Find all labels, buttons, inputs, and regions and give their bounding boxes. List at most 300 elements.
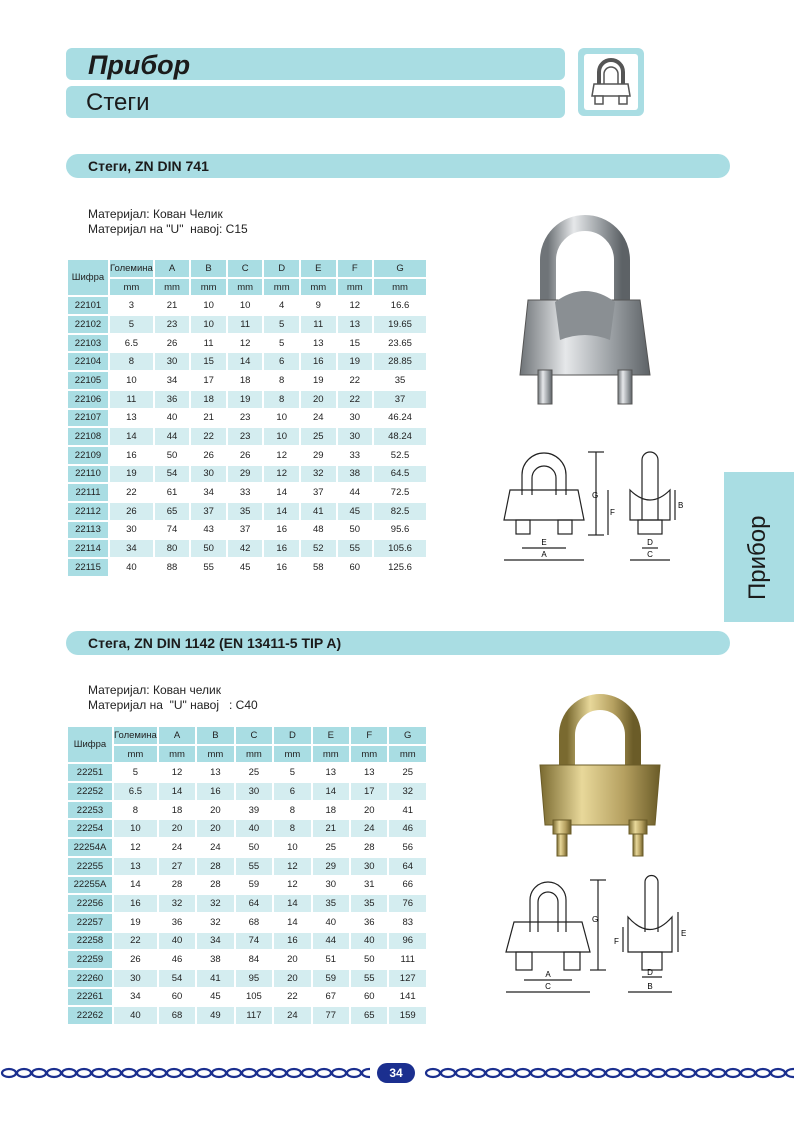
- code-cell: 22102: [68, 316, 108, 333]
- value-cell: 8: [274, 820, 310, 837]
- chain-link: [591, 1069, 605, 1077]
- value-cell: 11: [110, 391, 153, 408]
- value-cell: 20: [274, 951, 310, 968]
- value-cell: 41: [389, 802, 426, 819]
- value-cell: 68: [236, 914, 273, 931]
- value-cell: 34: [197, 933, 233, 950]
- value-cell: 13: [301, 335, 336, 352]
- code-cell: 22109: [68, 447, 108, 464]
- value-cell: 6: [264, 353, 299, 370]
- value-cell: 20: [351, 802, 387, 819]
- value-cell: 45: [338, 503, 373, 520]
- chain-link: [332, 1069, 346, 1077]
- table-row: [68, 802, 426, 819]
- value-cell: 16: [264, 522, 299, 539]
- dim-label-g: G: [592, 915, 599, 924]
- value-cell: 19: [301, 372, 336, 389]
- dim-label-d: D: [647, 538, 653, 547]
- col-header-code: Шифра: [68, 727, 112, 762]
- col-header-b: B: [197, 727, 233, 744]
- value-cell: 83: [389, 914, 426, 931]
- value-cell: 14: [274, 914, 310, 931]
- value-cell: 8: [264, 391, 299, 408]
- table-row: [68, 297, 426, 314]
- chain-link: [456, 1069, 470, 1077]
- value-cell: 28: [197, 877, 233, 894]
- col-header-d: D: [264, 260, 299, 277]
- value-cell: 12: [114, 839, 157, 856]
- value-cell: 12: [264, 447, 299, 464]
- value-cell: 12: [264, 466, 299, 483]
- table-row: [68, 447, 426, 464]
- chain-link: [152, 1069, 166, 1077]
- value-cell: 65: [155, 503, 190, 520]
- material-line: Материјал на "U" навој : C40: [88, 698, 258, 712]
- value-cell: 50: [351, 951, 387, 968]
- value-cell: 125.6: [374, 559, 426, 576]
- unit-cell: mm: [264, 279, 299, 296]
- value-cell: 10: [264, 428, 299, 445]
- value-cell: 5: [264, 316, 299, 333]
- dim-label-b: B: [647, 982, 653, 991]
- value-cell: 23.65: [374, 335, 426, 352]
- value-cell: 30: [338, 428, 373, 445]
- value-cell: 12: [274, 877, 310, 894]
- unit-cell: mm: [191, 279, 226, 296]
- unit-cell: mm: [228, 279, 263, 296]
- value-cell: 14: [228, 353, 263, 370]
- value-cell: 35: [313, 895, 349, 912]
- col-header-b: B: [191, 260, 226, 277]
- value-cell: 46: [389, 820, 426, 837]
- chain-link: [576, 1069, 590, 1077]
- value-cell: 11: [301, 316, 336, 333]
- value-cell: 50: [338, 522, 373, 539]
- value-cell: 10: [191, 297, 226, 314]
- value-cell: 16: [301, 353, 336, 370]
- chain-link: [227, 1069, 241, 1077]
- value-cell: 37: [301, 484, 336, 501]
- side-tab-label: Прибор: [744, 515, 771, 600]
- value-cell: 77: [313, 1007, 349, 1024]
- value-cell: 12: [338, 297, 373, 314]
- value-cell: 59: [313, 970, 349, 987]
- value-cell: 34: [114, 989, 157, 1006]
- unit-cell: mm: [110, 279, 153, 296]
- value-cell: 74: [155, 522, 190, 539]
- value-cell: 21: [313, 820, 349, 837]
- chain-link: [711, 1069, 725, 1077]
- code-cell: 22254A: [68, 839, 112, 856]
- value-cell: 41: [301, 503, 336, 520]
- unit-cell: mm: [374, 279, 426, 296]
- value-cell: 35: [351, 895, 387, 912]
- value-cell: 45: [228, 559, 263, 576]
- value-cell: 27: [159, 858, 195, 875]
- table-row: [68, 914, 426, 931]
- value-cell: 55: [191, 559, 226, 576]
- value-cell: 15: [191, 353, 226, 370]
- table-row: [68, 783, 426, 800]
- value-cell: 141: [389, 989, 426, 1006]
- chain-link: [726, 1069, 740, 1077]
- chain-link: [606, 1069, 620, 1077]
- table-row: [68, 764, 426, 781]
- value-cell: 51: [313, 951, 349, 968]
- value-cell: 95: [236, 970, 273, 987]
- chain-decoration-right: [424, 1064, 794, 1082]
- chain-link: [741, 1069, 755, 1077]
- value-cell: 19: [338, 353, 373, 370]
- value-cell: 34: [191, 484, 226, 501]
- table-row: [68, 428, 426, 445]
- table-row: [68, 559, 426, 576]
- value-cell: 8: [274, 802, 310, 819]
- value-cell: 17: [351, 783, 387, 800]
- value-cell: 22: [338, 391, 373, 408]
- value-cell: 60: [159, 989, 195, 1006]
- code-cell: 22115: [68, 559, 108, 576]
- chain-link: [621, 1069, 635, 1077]
- value-cell: 96: [389, 933, 426, 950]
- page-subtitle: Стеги: [86, 89, 150, 116]
- material-line: Материјал на "U" навој: C15: [88, 222, 248, 236]
- code-cell: 22258: [68, 933, 112, 950]
- chain-link: [636, 1069, 650, 1077]
- code-cell: 22257: [68, 914, 112, 931]
- value-cell: 52.5: [374, 447, 426, 464]
- value-cell: 39: [236, 802, 273, 819]
- value-cell: 10: [191, 316, 226, 333]
- value-cell: 30: [338, 410, 373, 427]
- table-row: [68, 1007, 426, 1024]
- chain-link: [681, 1069, 695, 1077]
- value-cell: 8: [114, 802, 157, 819]
- value-cell: 10: [110, 372, 153, 389]
- value-cell: 22: [338, 372, 373, 389]
- table-row: [68, 372, 426, 389]
- value-cell: 59: [236, 877, 273, 894]
- chain-link: [92, 1069, 106, 1077]
- value-cell: 60: [338, 559, 373, 576]
- value-cell: 10: [274, 839, 310, 856]
- yellow-zinc-wire-clamp-photo: [525, 690, 675, 860]
- value-cell: 88: [155, 559, 190, 576]
- value-cell: 10: [114, 820, 157, 837]
- value-cell: 60: [351, 989, 387, 1006]
- chain-link: [77, 1069, 91, 1077]
- value-cell: 29: [313, 858, 349, 875]
- value-cell: 16: [274, 933, 310, 950]
- col-header-d: D: [274, 727, 310, 744]
- value-cell: 30: [313, 877, 349, 894]
- dim-label-a: A: [541, 550, 547, 559]
- value-cell: 40: [110, 559, 153, 576]
- chain-link: [561, 1069, 575, 1077]
- value-cell: 26: [228, 447, 263, 464]
- value-cell: 18: [313, 802, 349, 819]
- value-cell: 55: [236, 858, 273, 875]
- col-header-a: A: [159, 727, 195, 744]
- wire-clamp-icon: [584, 54, 638, 110]
- code-cell: 22104: [68, 353, 108, 370]
- chain-link: [501, 1069, 515, 1077]
- unit-cell: mm: [389, 746, 426, 763]
- value-cell: 13: [313, 764, 349, 781]
- table-row: [68, 410, 426, 427]
- unit-cell: mm: [114, 746, 157, 763]
- unit-cell: mm: [313, 746, 349, 763]
- table-row: [68, 484, 426, 501]
- value-cell: 17: [191, 372, 226, 389]
- value-cell: 19: [110, 466, 153, 483]
- value-cell: 30: [236, 783, 273, 800]
- table-row: [68, 951, 426, 968]
- value-cell: 30: [114, 970, 157, 987]
- chain-link: [32, 1069, 46, 1077]
- value-cell: 30: [110, 522, 153, 539]
- chain-link: [441, 1069, 455, 1077]
- value-cell: 26: [155, 335, 190, 352]
- value-cell: 40: [313, 914, 349, 931]
- value-cell: 6.5: [110, 335, 153, 352]
- dim-label-c: C: [647, 550, 653, 559]
- value-cell: 23: [155, 316, 190, 333]
- dim-label-a: A: [545, 970, 551, 979]
- value-cell: 48: [301, 522, 336, 539]
- section2-spec-table: [66, 725, 428, 1026]
- value-cell: 33: [228, 484, 263, 501]
- value-cell: 20: [197, 802, 233, 819]
- material-line: Материјал: Кован челик: [88, 683, 221, 697]
- chain-link: [167, 1069, 181, 1077]
- value-cell: 32: [159, 895, 195, 912]
- value-cell: 32: [389, 783, 426, 800]
- value-cell: 15: [338, 335, 373, 352]
- value-cell: 45: [197, 989, 233, 1006]
- chain-link: [426, 1069, 440, 1077]
- value-cell: 28: [159, 877, 195, 894]
- value-cell: 56: [389, 839, 426, 856]
- value-cell: 61: [155, 484, 190, 501]
- chain-link: [531, 1069, 545, 1077]
- chain-decoration-left: [0, 1064, 370, 1082]
- value-cell: 18: [191, 391, 226, 408]
- value-cell: 25: [236, 764, 273, 781]
- value-cell: 4: [264, 297, 299, 314]
- value-cell: 16: [114, 895, 157, 912]
- table-row: [68, 316, 426, 333]
- value-cell: 10: [264, 410, 299, 427]
- table-row: [68, 522, 426, 539]
- value-cell: 13: [110, 410, 153, 427]
- unit-cell: mm: [155, 279, 190, 296]
- value-cell: 37: [374, 391, 426, 408]
- value-cell: 29: [228, 466, 263, 483]
- code-cell: 22113: [68, 522, 108, 539]
- section1-spec-table: [66, 258, 428, 578]
- col-header-e: E: [301, 260, 336, 277]
- value-cell: 22: [114, 933, 157, 950]
- code-cell: 22112: [68, 503, 108, 520]
- value-cell: 14: [114, 877, 157, 894]
- value-cell: 12: [274, 858, 310, 875]
- dim-label-c: C: [545, 982, 551, 991]
- chain-link: [122, 1069, 136, 1077]
- value-cell: 46.24: [374, 410, 426, 427]
- value-cell: 50: [155, 447, 190, 464]
- chain-link: [242, 1069, 256, 1077]
- dim-label-e: E: [681, 929, 687, 938]
- dim-label-g: G: [592, 491, 599, 500]
- section1-material: [88, 207, 248, 237]
- value-cell: 74: [236, 933, 273, 950]
- chain-link: [197, 1069, 211, 1077]
- table-row: [68, 540, 426, 557]
- value-cell: 30: [351, 858, 387, 875]
- page-number: 34: [377, 1063, 415, 1083]
- value-cell: 25: [301, 428, 336, 445]
- value-cell: 20: [197, 820, 233, 837]
- unit-cell: mm: [338, 279, 373, 296]
- code-cell: 22262: [68, 1007, 112, 1024]
- section2-dimension-diagram: [490, 872, 705, 1002]
- value-cell: 11: [228, 316, 263, 333]
- zinc-wire-clamp-photo: [510, 210, 660, 410]
- section1-title: Стеги, ZN DIN 741: [88, 158, 209, 174]
- value-cell: 19: [114, 914, 157, 931]
- chain-link: [17, 1069, 31, 1077]
- value-cell: 58: [301, 559, 336, 576]
- code-cell: 22260: [68, 970, 112, 987]
- value-cell: 30: [155, 353, 190, 370]
- chain-link: [771, 1069, 785, 1077]
- section1-dimension-diagram: [500, 440, 715, 572]
- value-cell: 38: [338, 466, 373, 483]
- value-cell: 13: [114, 858, 157, 875]
- value-cell: 40: [155, 410, 190, 427]
- section2-material: [88, 683, 258, 713]
- value-cell: 16: [110, 447, 153, 464]
- chain-link: [212, 1069, 226, 1077]
- value-cell: 11: [191, 335, 226, 352]
- code-cell: 22111: [68, 484, 108, 501]
- value-cell: 105.6: [374, 540, 426, 557]
- table-row: [68, 503, 426, 520]
- chain-link: [347, 1069, 361, 1077]
- value-cell: 18: [228, 372, 263, 389]
- code-cell: 22252: [68, 783, 112, 800]
- value-cell: 10: [228, 297, 263, 314]
- value-cell: 35: [374, 372, 426, 389]
- code-cell: 22256: [68, 895, 112, 912]
- value-cell: 32: [197, 895, 233, 912]
- chain-link: [786, 1069, 794, 1077]
- table-row: [68, 839, 426, 856]
- code-cell: 22101: [68, 297, 108, 314]
- col-header-size: Големина: [110, 260, 153, 277]
- table-row: [68, 989, 426, 1006]
- chain-link: [302, 1069, 316, 1077]
- table-row: [68, 858, 426, 875]
- unit-cell: mm: [159, 746, 195, 763]
- value-cell: 105: [236, 989, 273, 1006]
- value-cell: 5: [274, 764, 310, 781]
- value-cell: 16: [264, 559, 299, 576]
- value-cell: 6.5: [114, 783, 157, 800]
- value-cell: 40: [236, 820, 273, 837]
- chain-link: [107, 1069, 121, 1077]
- table-row: [68, 353, 426, 370]
- value-cell: 52: [301, 540, 336, 557]
- value-cell: 36: [159, 914, 195, 931]
- value-cell: 82.5: [374, 503, 426, 520]
- col-header-f: F: [351, 727, 387, 744]
- value-cell: 54: [155, 466, 190, 483]
- value-cell: 24: [159, 839, 195, 856]
- value-cell: 12: [159, 764, 195, 781]
- page-title: Прибор: [88, 50, 191, 80]
- value-cell: 36: [351, 914, 387, 931]
- dim-label-f: F: [610, 508, 615, 517]
- value-cell: 5: [264, 335, 299, 352]
- value-cell: 35: [228, 503, 263, 520]
- table-row: [68, 895, 426, 912]
- value-cell: 41: [197, 970, 233, 987]
- value-cell: 16.6: [374, 297, 426, 314]
- value-cell: 24: [301, 410, 336, 427]
- value-cell: 14: [264, 503, 299, 520]
- value-cell: 13: [197, 764, 233, 781]
- value-cell: 28.85: [374, 353, 426, 370]
- code-cell: 22110: [68, 466, 108, 483]
- value-cell: 67: [313, 989, 349, 1006]
- unit-cell: mm: [301, 279, 336, 296]
- code-cell: 22255A: [68, 877, 112, 894]
- code-cell: 22107: [68, 410, 108, 427]
- value-cell: 33: [338, 447, 373, 464]
- value-cell: 21: [191, 410, 226, 427]
- value-cell: 32: [301, 466, 336, 483]
- chain-link: [257, 1069, 271, 1077]
- value-cell: 80: [155, 540, 190, 557]
- value-cell: 28: [351, 839, 387, 856]
- chain-link: [182, 1069, 196, 1077]
- chain-link: [317, 1069, 331, 1077]
- table-row: [68, 335, 426, 352]
- value-cell: 13: [338, 316, 373, 333]
- value-cell: 44: [338, 484, 373, 501]
- chain-link: [137, 1069, 151, 1077]
- chain-link: [696, 1069, 710, 1077]
- value-cell: 26: [191, 447, 226, 464]
- value-cell: 24: [197, 839, 233, 856]
- value-cell: 111: [389, 951, 426, 968]
- value-cell: 18: [159, 802, 195, 819]
- value-cell: 37: [228, 522, 263, 539]
- value-cell: 8: [110, 353, 153, 370]
- chain-link: [47, 1069, 61, 1077]
- chain-link: [546, 1069, 560, 1077]
- value-cell: 46: [159, 951, 195, 968]
- chain-link: [651, 1069, 665, 1077]
- value-cell: 65: [351, 1007, 387, 1024]
- value-cell: 19: [228, 391, 263, 408]
- col-header-g: G: [374, 260, 426, 277]
- value-cell: 72.5: [374, 484, 426, 501]
- chain-link: [362, 1069, 370, 1077]
- material-line: Материјал: Кован Челик: [88, 207, 223, 221]
